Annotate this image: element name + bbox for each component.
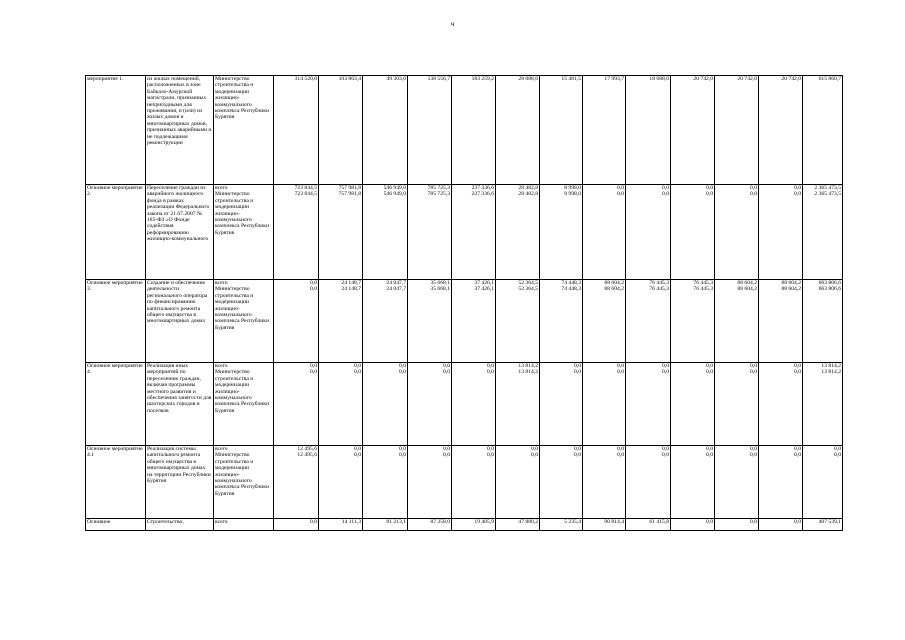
amount-cell xyxy=(408,519,452,531)
amount-value: 88 604,2 xyxy=(737,280,757,286)
budget-table xyxy=(85,75,843,531)
amount-value: 5 235,4 xyxy=(564,519,581,525)
amount-value: 13 814,2 xyxy=(518,363,538,369)
amount-value: 0,0 xyxy=(574,452,581,459)
amount-cell xyxy=(496,363,540,446)
amount-cell xyxy=(803,363,843,446)
funding-source-text: всего xyxy=(215,363,228,369)
amount-value: 0,0 xyxy=(399,446,406,452)
funding-source-text: всего xyxy=(215,519,228,525)
funding-source-text: всего xyxy=(215,446,228,452)
amount-value: 0,0 xyxy=(706,185,713,191)
table-row xyxy=(86,363,843,446)
amount-cell xyxy=(626,76,671,185)
amount-value: 88 604,2 xyxy=(604,286,624,293)
amount-value: 0,0 xyxy=(794,363,801,369)
amount-value: 20 742,0 xyxy=(737,76,757,82)
amount-cell xyxy=(759,185,803,280)
amount-cell xyxy=(363,519,408,531)
amount-value: 723 844,5 xyxy=(294,191,317,198)
table-row xyxy=(86,446,843,519)
amount-value: 0,0 xyxy=(443,446,450,452)
amount-cell xyxy=(803,446,843,519)
amount-value: 546 949,0 xyxy=(383,191,406,198)
amount-value: 2 365 473,5 xyxy=(814,185,841,191)
amount-value: 47 880,2 xyxy=(518,519,538,525)
amount-value: 12 495,6 xyxy=(297,452,317,459)
amount-value: 0,0 xyxy=(310,363,317,369)
amount-value: 13 814,2 xyxy=(821,363,841,369)
amount-value: 0,0 xyxy=(617,446,624,452)
amount-value: 76 445,3 xyxy=(693,286,713,293)
amount-value: 37 426,1 xyxy=(474,280,494,286)
amount-cell xyxy=(408,280,452,363)
measure-name-cell: мероприятие 1. xyxy=(86,76,146,185)
amount-cell xyxy=(363,446,408,519)
amount-cell xyxy=(671,446,715,519)
amount-value: 18 088,0 xyxy=(649,76,669,82)
amount-cell xyxy=(408,185,452,280)
amount-value: 663 806,6 xyxy=(818,280,841,286)
amount-cell xyxy=(803,76,843,185)
amount-cell xyxy=(759,76,803,185)
funding-source-cell xyxy=(214,519,274,531)
amount-value: 0,0 xyxy=(750,369,757,376)
amount-value: 0,0 xyxy=(706,363,713,369)
amount-value: 0,0 xyxy=(487,452,494,459)
amount-cell xyxy=(583,185,626,280)
amount-value: 0,0 xyxy=(706,452,713,459)
amount-cell xyxy=(540,280,583,363)
table-body xyxy=(86,76,843,531)
amount-cell xyxy=(626,446,671,519)
amount-value: 0,0 xyxy=(574,363,581,369)
amount-value: 0,0 xyxy=(662,191,669,198)
amount-value: 24 148,7 xyxy=(341,280,361,286)
amount-cell xyxy=(274,519,319,531)
amount-value: 0,0 xyxy=(574,369,581,376)
amount-value: 0,0 xyxy=(617,363,624,369)
amount-value: 0,0 xyxy=(750,191,757,198)
amount-value: 0,0 xyxy=(531,452,538,459)
amount-cell xyxy=(759,446,803,519)
amount-value: 0,0 xyxy=(750,446,757,452)
amount-cell xyxy=(626,363,671,446)
amount-value: 35 668,1 xyxy=(430,286,450,293)
amount-value: 0,0 xyxy=(706,446,713,452)
amount-value: 88 604,2 xyxy=(604,280,624,286)
amount-value: 8 998,0 xyxy=(564,191,581,198)
funding-source-text: всего xyxy=(215,185,228,191)
amount-value: 19 405,9 xyxy=(474,519,494,525)
amount-value: 0,0 xyxy=(399,452,406,459)
amount-cell xyxy=(408,446,452,519)
amount-value: 0,0 xyxy=(750,185,757,191)
amount-value: 0,0 xyxy=(662,446,669,452)
amount-value: 0,0 xyxy=(617,369,624,376)
table-row xyxy=(86,280,843,363)
amount-value: 8 998,0 xyxy=(564,185,581,191)
amount-value: 237 336,6 xyxy=(471,191,494,198)
amount-cell xyxy=(803,280,843,363)
amount-value: 61 415,8 xyxy=(649,519,669,525)
funding-source-cell xyxy=(214,446,274,519)
amount-value: 0,0 xyxy=(662,363,669,369)
amount-cell xyxy=(803,185,843,280)
amount-cell xyxy=(626,519,671,531)
amount-value: 88 604,2 xyxy=(737,286,757,293)
amount-cell xyxy=(319,185,363,280)
amount-cell xyxy=(759,280,803,363)
amount-value: 28 088,6 xyxy=(518,76,538,82)
amount-value: 0,0 xyxy=(617,452,624,459)
amount-value: 0,0 xyxy=(574,446,581,452)
amount-cell xyxy=(319,446,363,519)
amount-value: 0,0 xyxy=(443,452,450,459)
amount-value: 0,0 xyxy=(443,369,450,376)
table-row xyxy=(86,76,843,185)
amount-value: 0,0 xyxy=(310,286,317,293)
measure-description-cell: Строительство, xyxy=(146,519,214,531)
measure-name-cell: Основное мероприятие 2. xyxy=(86,185,146,280)
measure-description-cell: из жилых помещений, расположенных в зоне Байкало-Амурской магистрали, признанных непригодными для проживания, и (или) из жилых домов и многоквартирных домов, признанных аварийными и не подлежащими реконструкции xyxy=(146,76,214,185)
amount-cell xyxy=(363,280,408,363)
amount-cell xyxy=(319,76,363,185)
amount-value: 0,0 xyxy=(750,452,757,459)
amount-cell xyxy=(715,280,759,363)
amount-cell xyxy=(363,363,408,446)
amount-value: 0,0 xyxy=(399,369,406,376)
amount-value: 0,0 xyxy=(310,369,317,376)
amount-value: 0,0 xyxy=(834,446,841,452)
amount-cell xyxy=(540,76,583,185)
amount-value: 0,0 xyxy=(834,452,841,459)
amount-cell xyxy=(496,185,540,280)
amount-value: 0,0 xyxy=(354,446,361,452)
amount-cell xyxy=(715,519,759,531)
amount-value: 0,0 xyxy=(354,369,361,376)
amount-value: 76 445,3 xyxy=(649,280,669,286)
amount-cell xyxy=(715,363,759,446)
amount-cell xyxy=(671,76,715,185)
amount-cell xyxy=(759,363,803,446)
amount-cell xyxy=(452,76,496,185)
funding-source-text: всего xyxy=(215,280,228,286)
amount-value: 0,0 xyxy=(310,280,317,286)
amount-value: 183 259,2 xyxy=(471,76,494,82)
amount-cell xyxy=(715,185,759,280)
amount-value: 81 213,1 xyxy=(386,519,406,525)
table-row xyxy=(86,519,843,531)
amount-value: 76 445,3 xyxy=(693,280,713,286)
amount-value: 0,0 xyxy=(662,185,669,191)
amount-value: 314 520,0 xyxy=(294,76,317,82)
amount-value: 13 814,2 xyxy=(518,369,538,376)
funding-source-cell xyxy=(214,363,274,446)
amount-value: 15 481,5 xyxy=(561,76,581,82)
amount-value: 785 725,3 xyxy=(427,185,450,191)
amount-value: 14 111,3 xyxy=(341,519,361,525)
amount-value: 35 668,1 xyxy=(430,280,450,286)
amount-cell xyxy=(583,280,626,363)
amount-cell xyxy=(408,76,452,185)
amount-value: 0,0 xyxy=(750,519,757,525)
amount-cell xyxy=(274,280,319,363)
amount-value: 0,0 xyxy=(617,191,624,198)
funding-source-text: Министерство строительства и модернизации жилищно-коммунального комплекса Республики Бурятия xyxy=(215,452,270,497)
amount-cell xyxy=(319,363,363,446)
amount-cell xyxy=(715,76,759,185)
amount-value: 0,0 xyxy=(706,519,713,525)
measure-name-cell: Основное мероприятие 3. xyxy=(86,280,146,363)
amount-cell xyxy=(540,185,583,280)
amount-value: 757 981,8 xyxy=(338,185,361,191)
amount-value: 0,0 xyxy=(794,519,801,525)
amount-cell xyxy=(759,519,803,531)
amount-cell xyxy=(319,519,363,531)
amount-value: 0,0 xyxy=(310,519,317,525)
amount-cell xyxy=(452,519,496,531)
amount-value: 615 860,7 xyxy=(818,76,841,82)
funding-source-text: Министерство строительства и модернизации жилищно-коммунального комплекса Республики Бурятия xyxy=(215,369,270,414)
amount-value: 37 426,1 xyxy=(474,286,494,293)
amount-value: 0,0 xyxy=(354,452,361,459)
amount-cell xyxy=(626,280,671,363)
amount-value: 237 336,6 xyxy=(471,185,494,191)
amount-value: 87 358,0 xyxy=(430,519,450,525)
amount-value: 24 148,7 xyxy=(341,286,361,293)
amount-cell xyxy=(496,519,540,531)
amount-cell xyxy=(671,519,715,531)
measure-description-cell: Реализация системы капитального ремонта общего имущества в многоквартирных домах на территории Республики Бурятия xyxy=(146,446,214,519)
measure-name-cell: Основное xyxy=(86,519,146,531)
amount-value: 20 742,0 xyxy=(781,76,801,82)
measure-description-cell: Реализация иных мероприятий по переселению граждан, включая программы местного развития и обеспечения занятости для шахтерских городов и поселков xyxy=(146,363,214,446)
amount-cell xyxy=(274,363,319,446)
amount-value: 24 047,7 xyxy=(386,286,406,293)
amount-value: 0,0 xyxy=(487,369,494,376)
amount-cell xyxy=(626,185,671,280)
amount-value: 12 495,6 xyxy=(297,446,317,452)
measure-description-cell: Переселение граждан из аварийного жилищного фонда в рамках реализации Федерального закона от 21.07.2007 № 185-ФЗ «О Фонде содействия реформированию жилищно-коммунального xyxy=(146,185,214,280)
amount-value: 2 365 473,5 xyxy=(814,191,841,198)
amount-cell xyxy=(803,519,843,531)
amount-cell xyxy=(671,363,715,446)
funding-source-cell xyxy=(214,185,274,280)
amount-value: 17 993,7 xyxy=(604,76,624,82)
measure-name-cell: Основное мероприятие 4. xyxy=(86,363,146,446)
amount-value: 0,0 xyxy=(662,369,669,376)
measure-description-cell: Создание и обеспечение деятельности регионального оператора по финансированию капитального ремонта общего имущества в многоквартирных домах xyxy=(146,280,214,363)
amount-value: 0,0 xyxy=(399,363,406,369)
amount-cell xyxy=(452,280,496,363)
amount-value: 52 364,5 xyxy=(518,280,538,286)
amount-value: 28 482,8 xyxy=(518,185,538,191)
amount-value: 0,0 xyxy=(531,446,538,452)
amount-value: 757 981,8 xyxy=(338,191,361,198)
amount-value: 0,0 xyxy=(794,452,801,459)
amount-cell xyxy=(496,280,540,363)
amount-value: 88 604,2 xyxy=(781,286,801,293)
measure-name-cell: Основное мероприятие 4.1 xyxy=(86,446,146,519)
amount-value: 138 556,7 xyxy=(427,76,450,82)
amount-cell xyxy=(274,446,319,519)
amount-cell xyxy=(319,280,363,363)
amount-value: 0,0 xyxy=(794,446,801,452)
funding-source-cell xyxy=(214,76,274,185)
funding-source-text: Министерство строительства и модернизации жилищно-коммунального комплекса Республики Бурятия xyxy=(215,76,270,121)
amount-value: 24 047,7 xyxy=(386,280,406,286)
amount-value: 723 844,5 xyxy=(294,185,317,191)
amount-cell xyxy=(496,76,540,185)
amount-value: 0,0 xyxy=(443,363,450,369)
amount-cell xyxy=(452,363,496,446)
funding-source-text: Министерство строительства и модернизации жилищно-коммунального комплекса Республики Бурятия xyxy=(215,191,270,236)
amount-cell xyxy=(274,185,319,280)
amount-value: 0,0 xyxy=(662,452,669,459)
amount-value: 785 725,3 xyxy=(427,191,450,198)
amount-value: 0,0 xyxy=(354,363,361,369)
amount-value: 76 445,3 xyxy=(649,286,669,293)
amount-cell xyxy=(540,363,583,446)
amount-value: 0,0 xyxy=(794,191,801,198)
amount-cell xyxy=(363,185,408,280)
amount-value: 13 814,2 xyxy=(821,369,841,376)
amount-cell xyxy=(496,446,540,519)
amount-cell xyxy=(540,519,583,531)
amount-cell xyxy=(583,446,626,519)
amount-cell xyxy=(671,280,715,363)
amount-value: 20 742,0 xyxy=(693,76,713,82)
amount-value: 0,0 xyxy=(706,369,713,376)
amount-value: 74 448,3 xyxy=(561,280,581,286)
amount-value: 546 949,0 xyxy=(383,185,406,191)
amount-cell xyxy=(363,76,408,185)
amount-value: 0,0 xyxy=(487,363,494,369)
amount-value: 407 539,1 xyxy=(818,519,841,525)
amount-value: 74 448,3 xyxy=(561,286,581,293)
amount-value: 0,0 xyxy=(706,191,713,198)
amount-value: 0,0 xyxy=(617,185,624,191)
amount-cell xyxy=(540,446,583,519)
funding-source-text: Министерство строительства и модернизации жилищно-коммунального комплекса Республики Бурятия xyxy=(215,286,270,331)
amount-value: 103 863,4 xyxy=(338,76,361,82)
amount-value: 52 364,5 xyxy=(518,286,538,293)
amount-cell xyxy=(715,446,759,519)
amount-value: 0,0 xyxy=(750,363,757,369)
amount-cell xyxy=(671,185,715,280)
amount-value: 90 814,4 xyxy=(604,519,624,525)
amount-value: 0,0 xyxy=(794,369,801,376)
amount-cell xyxy=(408,363,452,446)
amount-cell xyxy=(583,363,626,446)
amount-cell xyxy=(274,76,319,185)
page-number: ч xyxy=(450,20,455,28)
amount-value: 663 806,6 xyxy=(818,286,841,293)
funding-source-cell xyxy=(214,280,274,363)
amount-cell xyxy=(452,185,496,280)
table-row xyxy=(86,185,843,280)
amount-value: 49 303,6 xyxy=(386,76,406,82)
amount-cell xyxy=(452,446,496,519)
amount-value: 28 482,8 xyxy=(518,191,538,198)
amount-value: 0,0 xyxy=(794,185,801,191)
amount-cell xyxy=(583,76,626,185)
amount-value: 88 604,2 xyxy=(781,280,801,286)
amount-cell xyxy=(583,519,626,531)
amount-value: 0,0 xyxy=(487,446,494,452)
